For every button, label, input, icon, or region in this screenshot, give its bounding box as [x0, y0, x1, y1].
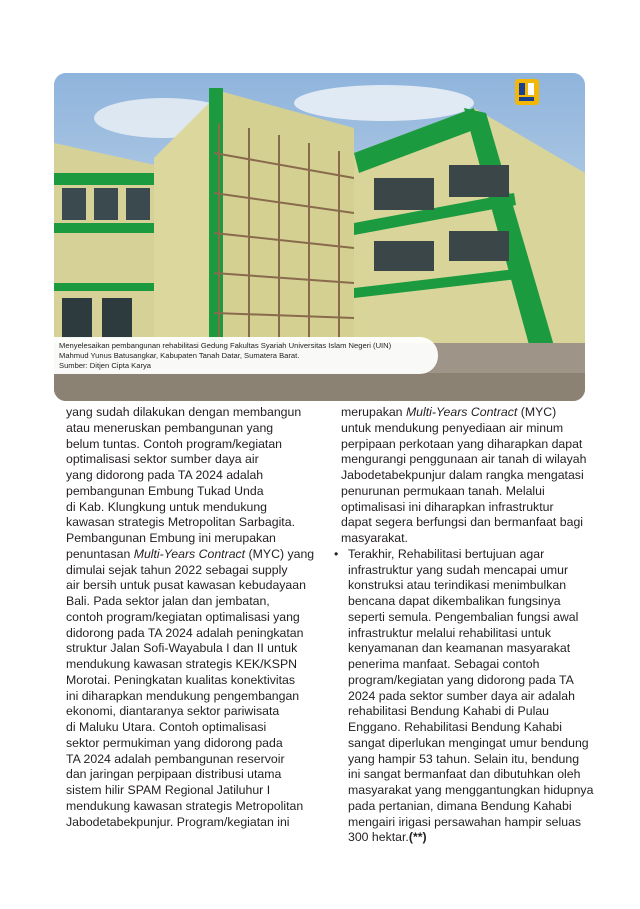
text-line: dimulai sejak tahun 2022 sebagai supply — [66, 562, 288, 577]
text-line — [341, 405, 591, 421]
text-line: kenyamanan dan keamanan masyarakat — [348, 641, 571, 656]
text-line: ini diharapkan mendukung pengembangan — [66, 688, 300, 703]
pupr-logo — [515, 79, 539, 105]
text-run: penuntasan — [66, 546, 134, 561]
text-line: mendukung kawasan strategis Metropolitan — [66, 798, 304, 813]
text-line: Enggano. Rehabilitasi Bendung Kahabi — [348, 720, 562, 734]
text-run: 300 hektar. — [348, 830, 409, 845]
text-line: sektor permukiman yang didorong pada — [66, 735, 283, 750]
text-line: program/kegiatan yang didorong pada TA — [348, 672, 574, 687]
text-line: masyarakat yang menggantungkan hidupnya — [348, 783, 594, 797]
text-line: sangat diperlukan mengingat umur bendung — [348, 735, 589, 750]
text-line: yang didorong pada TA 2024 adalah — [66, 468, 264, 482]
text-line: mengurangi penggunaan air tanah di wilayah — [341, 452, 587, 467]
caption-line: Mahmud Yunus Batusangkar, Kabupaten Tanah Datar, Sumatera Barat. — [59, 351, 300, 360]
text-line: dapat segera berfungsi dan bermanfaat bagi — [341, 515, 584, 530]
text-line: 2024 pada sektor sumber daya air adalah — [348, 688, 575, 703]
text-line: Jabodetabekpunjur. Program/kegiatan ini — [66, 814, 290, 829]
text-line: penerima manfaat. Sebagai contoh — [348, 657, 540, 671]
text-line — [66, 547, 324, 563]
text-line: infrastruktur melalui rehabilitasi untuk — [348, 625, 551, 640]
text-line: atau meneruskan pembangunan yang — [66, 420, 274, 435]
text-line — [348, 830, 591, 846]
text-line: kawasan strategis Metropolitan Sarbagita. — [66, 515, 295, 530]
text-line: yang sudah dilakukan dengan membangun — [66, 405, 302, 419]
text-line: didorong pada TA 2024 adalah peningkatan — [66, 625, 304, 640]
text-line: ini sangat bermanfaat dan dibutuhkan oleh — [348, 767, 581, 782]
text-line: optimalisasi sektor sumber daya air — [66, 452, 259, 467]
text-line: Terakhir, Rehabilitasi bertujuan agar — [348, 546, 545, 561]
text-line: untuk mendukung penyediaan air minum — [341, 420, 564, 435]
text-line: air bersih untuk pusat kawasan kebudayaan — [66, 578, 306, 593]
caption-line: Menyelesaikan pembangunan rehabilitasi Gedung Fakultas Syariah Universitas Islam Negeri (UIN) — [59, 341, 392, 350]
text-line: penurunan permukaan tanah. Melalui — [341, 483, 545, 498]
text-line: belum tuntas. Contoh program/kegiatan — [66, 436, 283, 451]
photo-caption — [54, 337, 438, 374]
text-line: di Kab. Klungkung untuk mendukung — [66, 499, 267, 514]
text-line: pada pertanian, dimana Bendung Kahabi — [348, 798, 572, 813]
text-line: Bali. Pada sektor jalan dan jembatan, — [66, 594, 270, 608]
text-line: di Maluku Utara. Contoh optimalisasi — [66, 720, 267, 734]
text-line: rehabilitasi Bendung Kahabi di Pulau — [348, 704, 549, 719]
text-line: contoh program/kegiatan optimalisasi yang — [66, 609, 300, 624]
right-column — [334, 405, 594, 846]
building-photo — [54, 73, 585, 401]
text-line: pembangunan Embung Tukad Unda — [66, 483, 264, 498]
text-line: konstruksi atau terindikasi menimbulkan — [348, 578, 567, 593]
text-line: mendukung kawasan strategis KEK/KSPN — [66, 657, 298, 671]
text-line: dan jaringan perpipaan distribusi utama — [66, 767, 282, 782]
text-line: struktur Jalan Sofi-Wayabula I dan II untuk — [66, 641, 298, 656]
text-run: (MYC) — [517, 405, 557, 419]
bullet-item — [334, 546, 594, 846]
italic-term: Multi-Years Contract — [133, 546, 246, 561]
text-line: Pembangunan Embung ini merupakan — [66, 531, 276, 545]
text-line: mengairi irigasi persawahan hampir seluas — [348, 814, 582, 829]
bullet-icon: • — [334, 546, 339, 561]
text-line: bencana dapat dikembalikan fungsinya — [348, 594, 561, 608]
text-run: (MYC) yang — [245, 546, 315, 561]
end-mark: (**) — [408, 830, 427, 845]
text-line: Morotai. Peningkatan kualitas konektivitas — [66, 672, 295, 687]
text-line: Jabodetabekpunjur dalam rangka mengatasi — [341, 468, 584, 482]
italic-term: Multi-Years Contract — [405, 405, 518, 419]
caption-source: Sumber: Ditjen Cipta Karya — [59, 361, 152, 370]
text-run: merupakan — [341, 405, 406, 419]
text-line: infrastruktur yang sudah mencapai umur — [348, 562, 569, 577]
text-line: perpipaan perkotaan yang diharapkan dapat — [341, 436, 583, 451]
text-line: seperti semula. Pengembalian fungsi awal — [348, 609, 579, 624]
text-line: TA 2024 adalah pembangunan reservoir — [66, 751, 285, 766]
left-column — [66, 405, 324, 830]
text-line: sistem hilir SPAM Regional Jatiluhur I — [66, 783, 271, 797]
text-line: optimalisasi ini diharapkan infrastruktur — [341, 499, 554, 514]
text-line: yang hampir 53 tahun. Selain itu, bendung — [348, 751, 580, 766]
text-line: masyarakat. — [341, 531, 408, 545]
text-line: ekonomi, diantaranya sektor pariwisata — [66, 704, 280, 719]
